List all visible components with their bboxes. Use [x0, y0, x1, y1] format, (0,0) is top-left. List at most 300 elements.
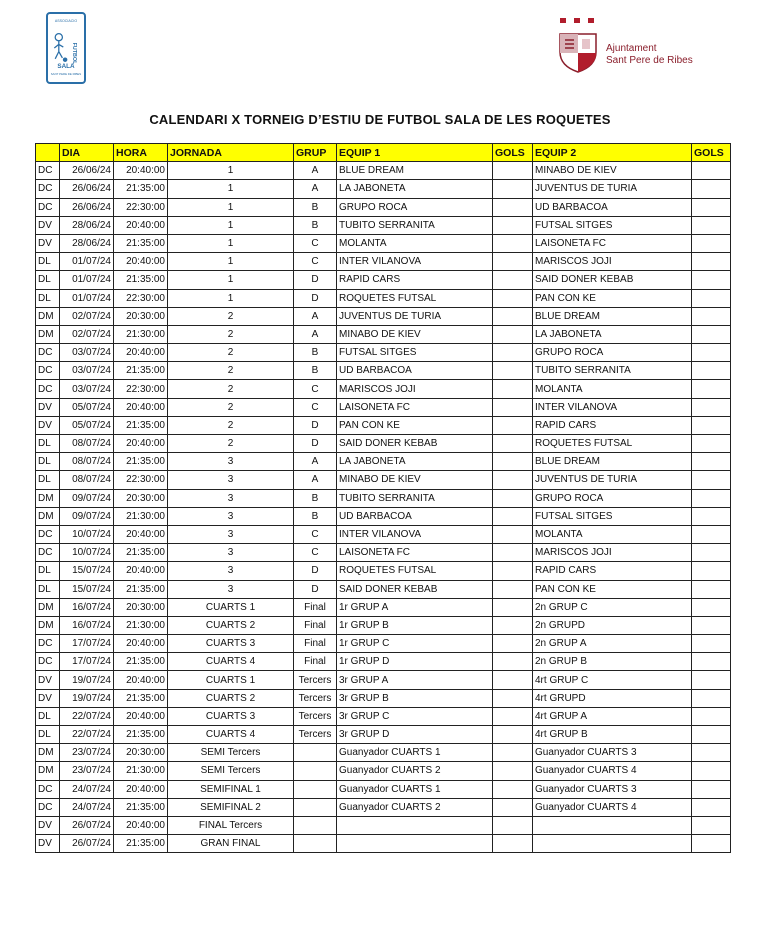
cell-team2: BLUE DREAM: [533, 307, 692, 325]
cell-gols1: [493, 344, 533, 362]
cell-gols2: [692, 362, 731, 380]
cell-team2: MARISCOS JOJI: [533, 544, 692, 562]
cell-team1: UD BARBACOA: [337, 507, 493, 525]
table-row: [36, 307, 731, 325]
cell-jornada: 3: [168, 544, 294, 562]
cell-team1: MOLANTA: [337, 234, 493, 252]
futbol-sala-logo-icon: [46, 12, 86, 84]
cell-gols2: [692, 616, 731, 634]
cell-date: 15/07/24: [60, 562, 114, 580]
cell-time: 22:30:00: [114, 380, 168, 398]
cell-team2: FUTSAL SITGES: [533, 216, 692, 234]
table-row: [36, 780, 731, 798]
cell-jornada: 1: [168, 198, 294, 216]
col-header-equip2: EQUIP 2: [533, 144, 692, 162]
cell-team1: MINABO DE KIEV: [337, 471, 493, 489]
cell-gols1: [493, 180, 533, 198]
cell-gols2: [692, 653, 731, 671]
cell-grup: C: [294, 253, 337, 271]
cell-date: 10/07/24: [60, 525, 114, 543]
cell-time: 21:35:00: [114, 653, 168, 671]
cell-team1: TUBITO SERRANITA: [337, 216, 493, 234]
cell-gols2: [692, 562, 731, 580]
cell-team2: MOLANTA: [533, 525, 692, 543]
cell-gols2: [692, 344, 731, 362]
cell-team2: JUVENTUS DE TURIA: [533, 180, 692, 198]
cell-grup: Final: [294, 635, 337, 653]
cell-time: 22:30:00: [114, 471, 168, 489]
cell-jornada: 3: [168, 507, 294, 525]
cell-team2: PAN CON KE: [533, 580, 692, 598]
cell-jornada: CUARTS 2: [168, 616, 294, 634]
col-header-gols2: GOLS: [692, 144, 731, 162]
shield-icon: [556, 30, 600, 74]
cell-date: 08/07/24: [60, 453, 114, 471]
cell-date: 22/07/24: [60, 707, 114, 725]
table-row: [36, 416, 731, 434]
cell-gols2: [692, 689, 731, 707]
cell-date: 19/07/24: [60, 689, 114, 707]
cell-team1: LAISONETA FC: [337, 398, 493, 416]
cell-gols2: [692, 162, 731, 180]
cell-day: DC: [36, 780, 60, 798]
cell-day: DC: [36, 162, 60, 180]
logo-text-sala: SALA: [57, 62, 75, 70]
page-title: CALENDARI X TORNEIG D’ESTIU DE FUTBOL SALA DE LES ROQUETES: [149, 112, 611, 127]
cell-gols2: [692, 271, 731, 289]
cell-grup: D: [294, 435, 337, 453]
cell-grup: B: [294, 362, 337, 380]
cell-date: 28/06/24: [60, 234, 114, 252]
cell-gols1: [493, 234, 533, 252]
cell-team1: MARISCOS JOJI: [337, 380, 493, 398]
table-row: [36, 471, 731, 489]
cell-time: 20:40:00: [114, 525, 168, 543]
cell-date: 10/07/24: [60, 544, 114, 562]
cell-gols1: [493, 253, 533, 271]
cell-team2: MOLANTA: [533, 380, 692, 398]
cell-time: 20:40:00: [114, 398, 168, 416]
cell-team1: LAISONETA FC: [337, 544, 493, 562]
cell-grup: B: [294, 216, 337, 234]
cell-team2: RAPID CARS: [533, 562, 692, 580]
table-row: [36, 580, 731, 598]
cell-team1: Guanyador CUARTS 1: [337, 744, 493, 762]
cell-team1: 1r GRUP B: [337, 616, 493, 634]
cell-date: 08/07/24: [60, 471, 114, 489]
table-row: [36, 707, 731, 725]
cell-time: 20:40:00: [114, 253, 168, 271]
cell-team1: FUTSAL SITGES: [337, 344, 493, 362]
cell-gols2: [692, 726, 731, 744]
cell-jornada: 3: [168, 580, 294, 598]
cell-grup: Tercers: [294, 689, 337, 707]
cell-gols1: [493, 635, 533, 653]
cell-time: 20:30:00: [114, 307, 168, 325]
cell-time: 20:40:00: [114, 162, 168, 180]
cell-gols1: [493, 598, 533, 616]
cell-team2: FUTSAL SITGES: [533, 507, 692, 525]
cell-grup: [294, 780, 337, 798]
cell-grup: D: [294, 271, 337, 289]
cell-time: 20:30:00: [114, 489, 168, 507]
cell-date: 23/07/24: [60, 762, 114, 780]
table-row: [36, 162, 731, 180]
cell-grup: A: [294, 162, 337, 180]
cell-gols2: [692, 198, 731, 216]
cell-grup: A: [294, 453, 337, 471]
table-row: [36, 798, 731, 816]
cell-grup: B: [294, 507, 337, 525]
table-row: [36, 744, 731, 762]
cell-jornada: SEMI Tercers: [168, 744, 294, 762]
table-row: [36, 362, 731, 380]
crown-icon: [560, 18, 594, 26]
cell-grup: A: [294, 325, 337, 343]
cell-time: 21:30:00: [114, 762, 168, 780]
cell-day: DC: [36, 362, 60, 380]
cell-date: 17/07/24: [60, 635, 114, 653]
cell-team2: LA JABONETA: [533, 325, 692, 343]
cell-gols2: [692, 289, 731, 307]
cell-date: 01/07/24: [60, 253, 114, 271]
cell-grup: Final: [294, 616, 337, 634]
cell-team1: ROQUETES FUTSAL: [337, 562, 493, 580]
cell-time: 21:30:00: [114, 325, 168, 343]
cell-gols2: [692, 707, 731, 725]
cell-team1: GRUPO ROCA: [337, 198, 493, 216]
cell-time: 21:30:00: [114, 507, 168, 525]
cell-gols1: [493, 453, 533, 471]
col-header-equip1: EQUIP 1: [337, 144, 493, 162]
cell-gols2: [692, 325, 731, 343]
cell-time: 21:35:00: [114, 453, 168, 471]
cell-time: 20:40:00: [114, 780, 168, 798]
table-row: [36, 344, 731, 362]
cell-grup: Tercers: [294, 726, 337, 744]
cell-date: 26/06/24: [60, 198, 114, 216]
cell-team2: GRUPO ROCA: [533, 489, 692, 507]
cell-team2: Guanyador CUARTS 3: [533, 744, 692, 762]
cell-date: 15/07/24: [60, 580, 114, 598]
cell-jornada: FINAL Tercers: [168, 816, 294, 834]
cell-jornada: 3: [168, 453, 294, 471]
cell-team2: Guanyador CUARTS 3: [533, 780, 692, 798]
cell-jornada: 1: [168, 253, 294, 271]
cell-day: DC: [36, 525, 60, 543]
cell-grup: [294, 762, 337, 780]
cell-gols1: [493, 307, 533, 325]
cell-jornada: 3: [168, 489, 294, 507]
logo-text-bottom: SANT PERE DE RIBES: [50, 72, 82, 76]
table-row: [36, 525, 731, 543]
cell-jornada: 1: [168, 162, 294, 180]
calendar-table: [35, 143, 731, 853]
cell-day: DV: [36, 671, 60, 689]
cell-grup: C: [294, 544, 337, 562]
cell-jornada: 1: [168, 289, 294, 307]
table-row: [36, 380, 731, 398]
cell-grup: Final: [294, 598, 337, 616]
cell-day: DL: [36, 580, 60, 598]
cell-grup: D: [294, 416, 337, 434]
cell-team1: 3r GRUP B: [337, 689, 493, 707]
cell-date: 05/07/24: [60, 398, 114, 416]
cell-gols2: [692, 398, 731, 416]
table-row: [36, 544, 731, 562]
cell-date: 02/07/24: [60, 325, 114, 343]
col-header-grup: GRUP: [294, 144, 337, 162]
cell-team1: LA JABONETA: [337, 453, 493, 471]
cell-day: DM: [36, 744, 60, 762]
cell-time: 20:40:00: [114, 562, 168, 580]
table-row: [36, 635, 731, 653]
cell-grup: A: [294, 471, 337, 489]
cell-date: 16/07/24: [60, 598, 114, 616]
cell-gols1: [493, 198, 533, 216]
cell-grup: C: [294, 234, 337, 252]
cell-day: DV: [36, 835, 60, 853]
cell-team1: SAID DONER KEBAB: [337, 435, 493, 453]
cell-jornada: 2: [168, 325, 294, 343]
cell-grup: Tercers: [294, 671, 337, 689]
cell-jornada: CUARTS 3: [168, 707, 294, 725]
logo-text-top: ASSOCIACIO: [54, 18, 78, 23]
cell-gols1: [493, 744, 533, 762]
cell-date: 03/07/24: [60, 344, 114, 362]
cell-time: 20:40:00: [114, 816, 168, 834]
cell-day: DV: [36, 216, 60, 234]
cell-team1: 1r GRUP A: [337, 598, 493, 616]
table-row: [36, 689, 731, 707]
cell-gols2: [692, 816, 731, 834]
cell-jornada: 1: [168, 271, 294, 289]
cell-gols2: [692, 507, 731, 525]
cell-day: DC: [36, 653, 60, 671]
cell-gols1: [493, 562, 533, 580]
cell-jornada: CUARTS 3: [168, 635, 294, 653]
ajuntament-line1: Ajuntament: [606, 43, 657, 54]
cell-team2: 2n GRUPD: [533, 616, 692, 634]
table-row: [36, 598, 731, 616]
cell-gols1: [493, 798, 533, 816]
cell-gols1: [493, 835, 533, 853]
cell-gols1: [493, 580, 533, 598]
cell-day: DC: [36, 380, 60, 398]
cell-time: 21:35:00: [114, 798, 168, 816]
cell-gols1: [493, 435, 533, 453]
cell-team1: UD BARBACOA: [337, 362, 493, 380]
table-row: [36, 489, 731, 507]
cell-gols2: [692, 635, 731, 653]
cell-grup: B: [294, 198, 337, 216]
cell-date: 16/07/24: [60, 616, 114, 634]
cell-gols2: [692, 525, 731, 543]
cell-grup: D: [294, 562, 337, 580]
cell-date: 01/07/24: [60, 271, 114, 289]
cell-gols1: [493, 726, 533, 744]
cell-gols2: [692, 216, 731, 234]
cell-gols2: [692, 234, 731, 252]
col-header-jornada: JORNADA: [168, 144, 294, 162]
cell-team1: BLUE DREAM: [337, 162, 493, 180]
cell-team2: RAPID CARS: [533, 416, 692, 434]
col-header-dia: DIA: [60, 144, 114, 162]
cell-date: 05/07/24: [60, 416, 114, 434]
cell-gols1: [493, 216, 533, 234]
cell-team1: Guanyador CUARTS 2: [337, 798, 493, 816]
cell-time: 21:35:00: [114, 689, 168, 707]
cell-day: DM: [36, 325, 60, 343]
cell-date: 23/07/24: [60, 744, 114, 762]
cell-grup: C: [294, 525, 337, 543]
cell-grup: D: [294, 580, 337, 598]
table-row: [36, 653, 731, 671]
cell-day: DC: [36, 198, 60, 216]
cell-gols2: [692, 471, 731, 489]
cell-time: 21:35:00: [114, 726, 168, 744]
cell-team2: INTER VILANOVA: [533, 398, 692, 416]
cell-time: 20:30:00: [114, 744, 168, 762]
cell-grup: [294, 835, 337, 853]
cell-date: 03/07/24: [60, 380, 114, 398]
cell-jornada: CUARTS 4: [168, 653, 294, 671]
cell-date: 28/06/24: [60, 216, 114, 234]
cell-team2: LAISONETA FC: [533, 234, 692, 252]
cell-team2: UD BARBACOA: [533, 198, 692, 216]
col-header-hora: HORA: [114, 144, 168, 162]
cell-date: 24/07/24: [60, 780, 114, 798]
cell-gols2: [692, 798, 731, 816]
table-row: [36, 835, 731, 853]
cell-date: 26/06/24: [60, 180, 114, 198]
cell-time: 21:35:00: [114, 416, 168, 434]
cell-date: 01/07/24: [60, 289, 114, 307]
cell-grup: [294, 816, 337, 834]
cell-team1: Guanyador CUARTS 2: [337, 762, 493, 780]
cell-day: DM: [36, 307, 60, 325]
cell-jornada: 2: [168, 362, 294, 380]
cell-team1: PAN CON KE: [337, 416, 493, 434]
cell-gols1: [493, 525, 533, 543]
cell-date: 19/07/24: [60, 671, 114, 689]
cell-gols1: [493, 398, 533, 416]
cell-team2: Guanyador CUARTS 4: [533, 798, 692, 816]
cell-gols2: [692, 416, 731, 434]
cell-gols1: [493, 162, 533, 180]
cell-team2: MARISCOS JOJI: [533, 253, 692, 271]
cell-jornada: SEMIFINAL 1: [168, 780, 294, 798]
cell-team1: INTER VILANOVA: [337, 253, 493, 271]
ajuntament-text: [606, 43, 693, 67]
cell-gols2: [692, 380, 731, 398]
table-row: [36, 216, 731, 234]
cell-team1: RAPID CARS: [337, 271, 493, 289]
cell-jornada: 3: [168, 525, 294, 543]
cell-day: DL: [36, 471, 60, 489]
cell-gols2: [692, 835, 731, 853]
cell-date: 24/07/24: [60, 798, 114, 816]
cell-team2: 2n GRUP B: [533, 653, 692, 671]
cell-day: DC: [36, 798, 60, 816]
cell-time: 22:30:00: [114, 289, 168, 307]
cell-jornada: 2: [168, 380, 294, 398]
cell-gols2: [692, 435, 731, 453]
table-row: [36, 762, 731, 780]
cell-team1: Guanyador CUARTS 1: [337, 780, 493, 798]
cell-team1: [337, 816, 493, 834]
cell-gols2: [692, 762, 731, 780]
cell-gols1: [493, 380, 533, 398]
cell-team2: 2n GRUP A: [533, 635, 692, 653]
col-header-gols1: GOLS: [493, 144, 533, 162]
cell-time: 20:40:00: [114, 435, 168, 453]
cell-day: DM: [36, 598, 60, 616]
cell-team1: TUBITO SERRANITA: [337, 489, 493, 507]
cell-gols1: [493, 707, 533, 725]
cell-jornada: CUARTS 1: [168, 598, 294, 616]
table-header-row: [36, 144, 731, 162]
cell-grup: B: [294, 344, 337, 362]
cell-team2: TUBITO SERRANITA: [533, 362, 692, 380]
cell-team2: 4rt GRUP B: [533, 726, 692, 744]
cell-gols1: [493, 489, 533, 507]
cell-gols2: [692, 580, 731, 598]
cell-grup: [294, 798, 337, 816]
cell-gols1: [493, 271, 533, 289]
ajuntament-line2: Sant Pere de Ribes: [606, 55, 693, 66]
cell-date: 26/07/24: [60, 835, 114, 853]
cell-jornada: 2: [168, 307, 294, 325]
cell-grup: B: [294, 489, 337, 507]
cell-time: 21:35:00: [114, 234, 168, 252]
cell-grup: C: [294, 380, 337, 398]
cell-grup: A: [294, 307, 337, 325]
cell-jornada: 1: [168, 216, 294, 234]
table-row: [36, 507, 731, 525]
cell-team1: 1r GRUP D: [337, 653, 493, 671]
cell-date: 02/07/24: [60, 307, 114, 325]
cell-gols1: [493, 653, 533, 671]
cell-team2: 2n GRUP C: [533, 598, 692, 616]
cell-gols1: [493, 762, 533, 780]
table-row: [36, 289, 731, 307]
cell-gols1: [493, 689, 533, 707]
cell-jornada: 1: [168, 234, 294, 252]
cell-date: 08/07/24: [60, 435, 114, 453]
cell-team1: [337, 835, 493, 853]
cell-day: DM: [36, 507, 60, 525]
cell-jornada: GRAN FINAL: [168, 835, 294, 853]
cell-gols1: [493, 471, 533, 489]
cell-team2: [533, 816, 692, 834]
cell-team2: 4rt GRUPD: [533, 689, 692, 707]
table-row: [36, 198, 731, 216]
cell-day: DL: [36, 289, 60, 307]
cell-jornada: 1: [168, 180, 294, 198]
cell-team2: BLUE DREAM: [533, 453, 692, 471]
cell-team1: LA JABONETA: [337, 180, 493, 198]
table-row: [36, 271, 731, 289]
cell-jornada: SEMI Tercers: [168, 762, 294, 780]
cell-date: 17/07/24: [60, 653, 114, 671]
cell-team1: SAID DONER KEBAB: [337, 580, 493, 598]
cell-gols1: [493, 671, 533, 689]
table-row: [36, 234, 731, 252]
cell-gols1: [493, 507, 533, 525]
cell-team1: 1r GRUP C: [337, 635, 493, 653]
table-row: [36, 453, 731, 471]
